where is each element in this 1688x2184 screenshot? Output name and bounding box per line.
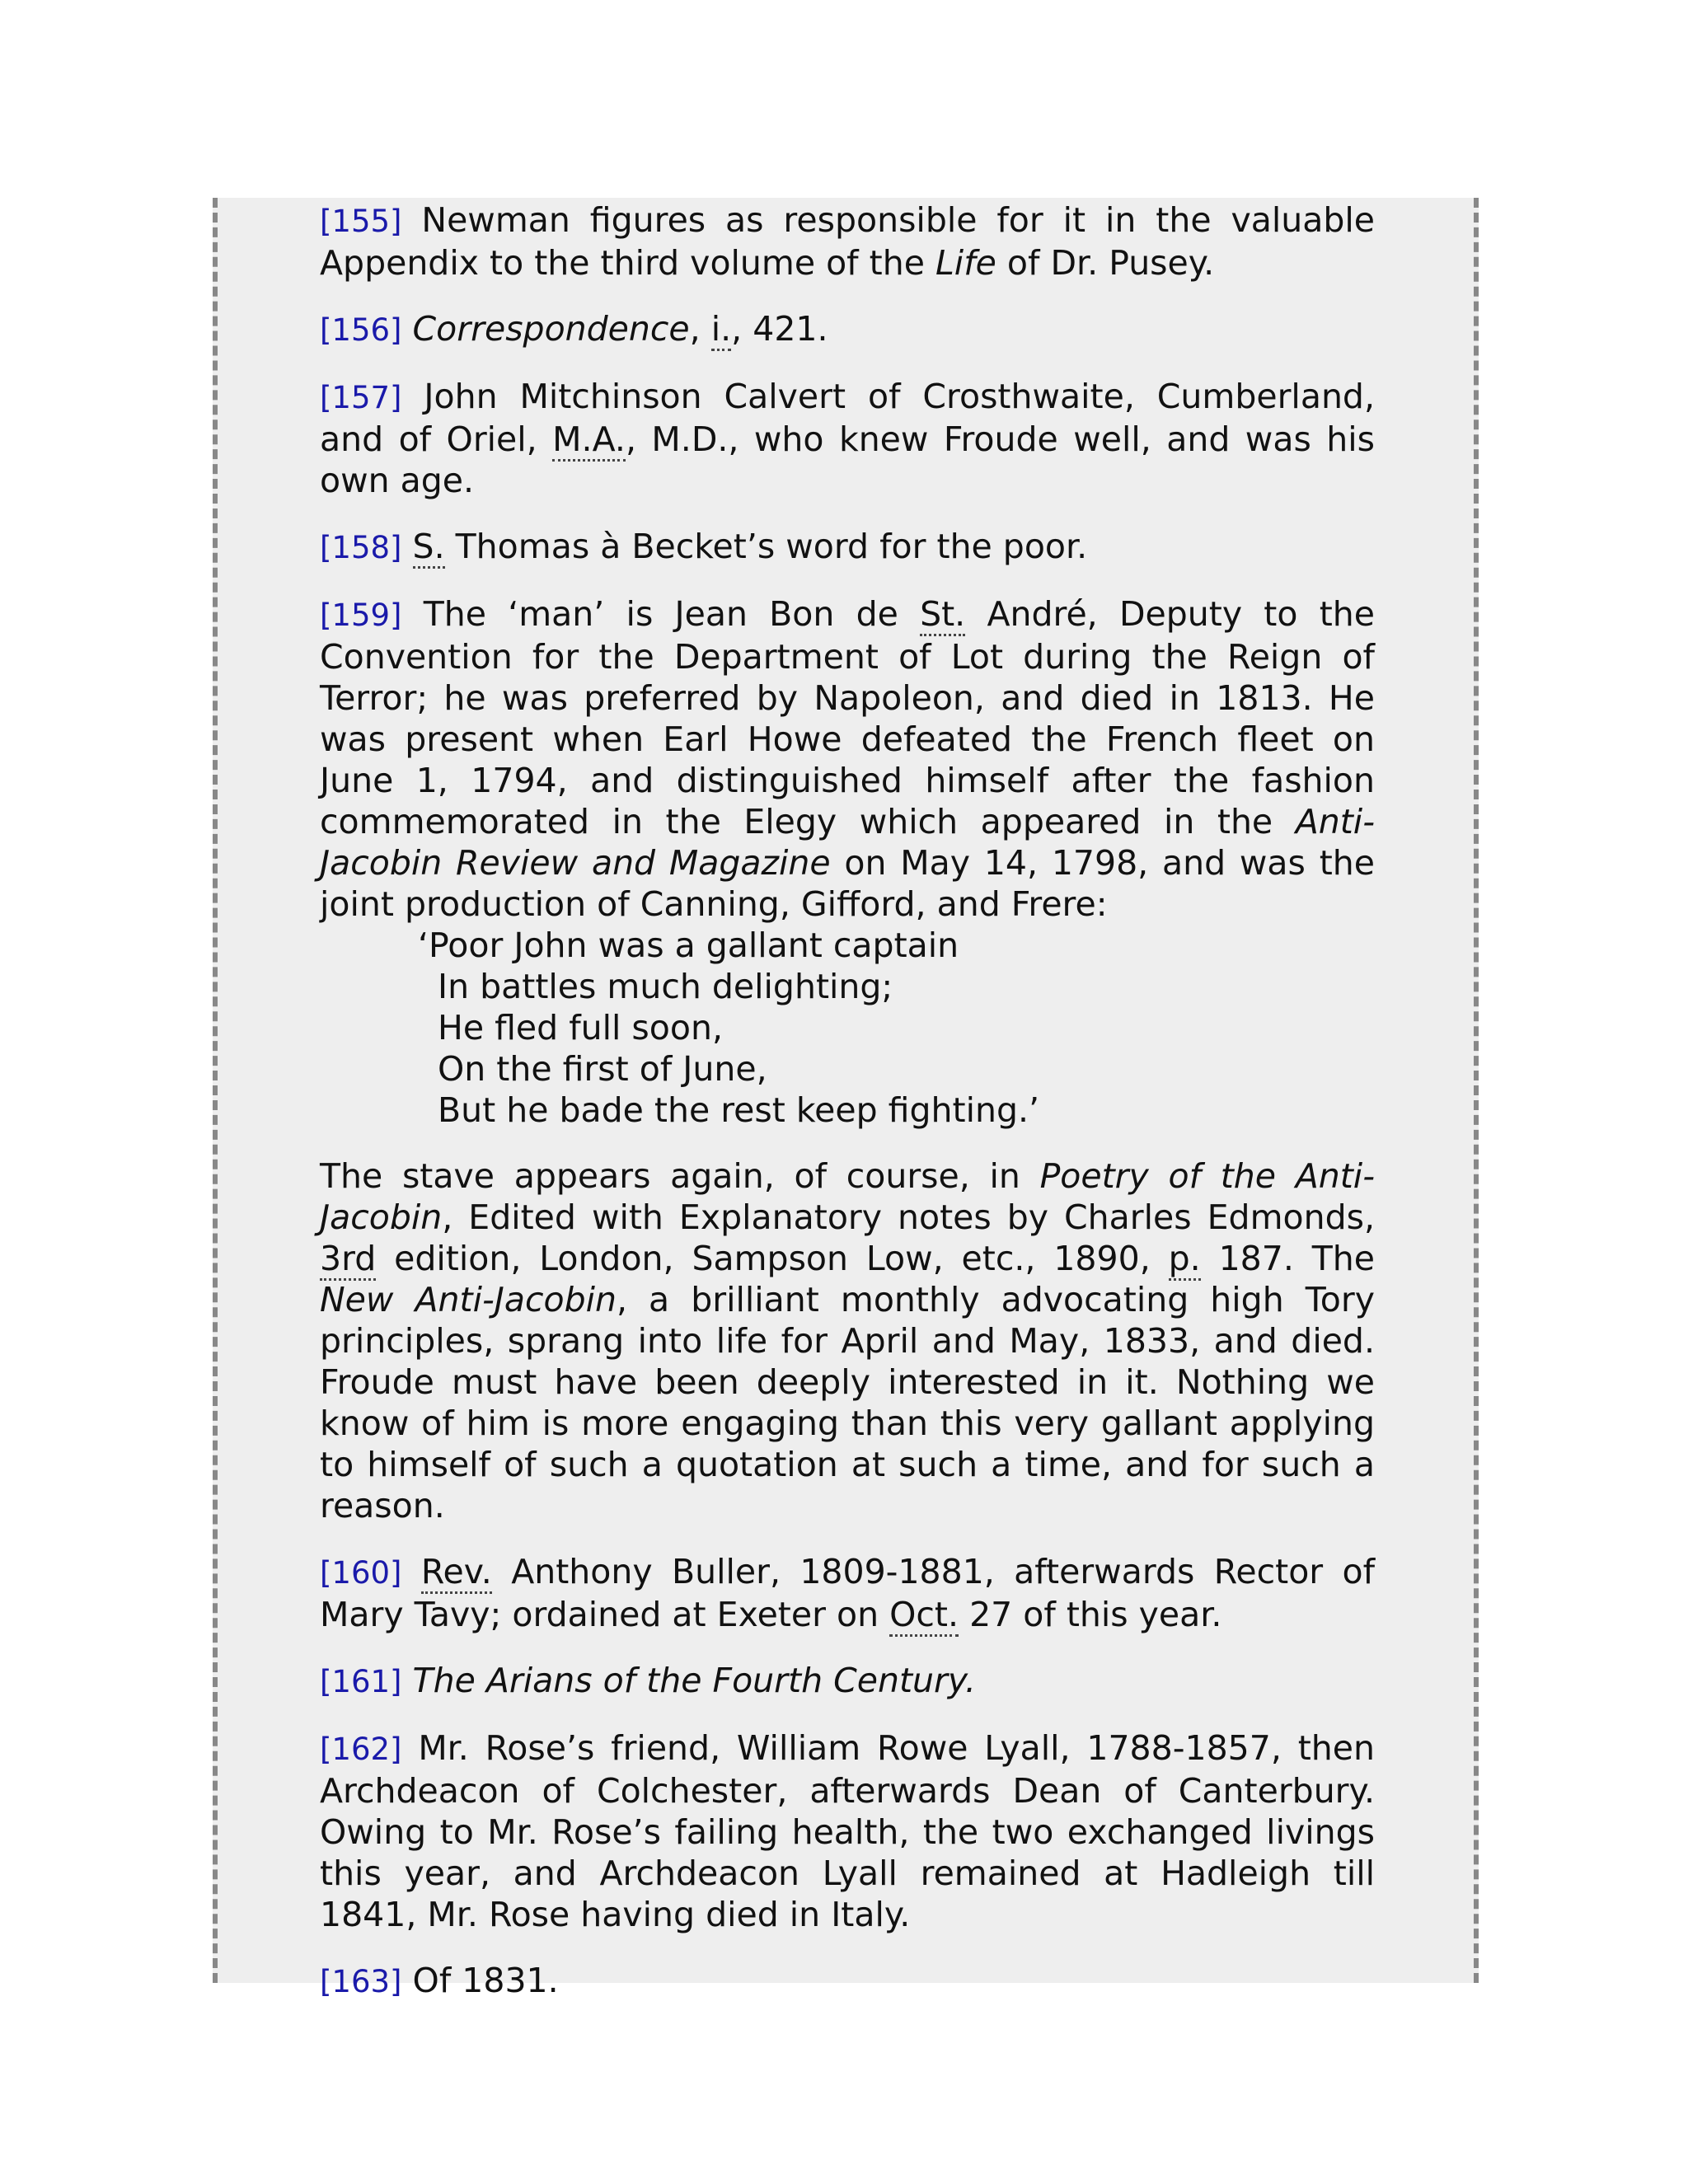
footnote-ref-link[interactable]: [156] (320, 312, 402, 348)
footnotes-list (320, 199, 1375, 925)
footnote-text: on May 14, 1798, and was the joint production of Canning, Gifford, and Frere: (320, 843, 1375, 924)
italic-title: Poetry of the Anti-Jacobin (320, 1156, 1375, 1237)
footnote-ref-link[interactable]: [161] (320, 1664, 402, 1699)
footnote-text: Thomas à Becket’s word for the poor. (444, 527, 1088, 566)
italic-title: Anti-Jacobin Review and Magazine (320, 802, 1375, 883)
abbreviation: 3rd (320, 1239, 376, 1281)
poem-line: He fled full soon, (438, 1008, 723, 1047)
footnote-text: 187. The (1200, 1239, 1376, 1278)
poem-quotation (320, 925, 1375, 1131)
footnote-text: , Edited with Explanatory notes by Charles Edmonds, (442, 1197, 1375, 1237)
footnote-159 (320, 593, 1375, 925)
footnote-text: John Mitchinson Calvert of Crosthwaite, Cumberland, and of Oriel, (320, 377, 1375, 459)
footnote-155 (320, 199, 1375, 284)
abbreviation: Rev. (421, 1552, 492, 1594)
abbreviation: p. (1169, 1239, 1201, 1281)
footnote-text: The ‘man’ is Jean Bon de (423, 594, 921, 634)
abbreviation: i. (711, 309, 731, 351)
poem-line: But he bade the rest keep fighting.’ (438, 1090, 1040, 1130)
footnote-ref-link[interactable]: [159] (320, 598, 402, 633)
footnote-text: , a brilliant monthly advocating high Tory principles, sprang into life for April and May, 1833, and died. Froude must have been deeply interested in it. Nothing we know of him is more engaging than this very gallant applying to himself of such a quotation at such a time, and for such a reason. (320, 1280, 1375, 1526)
italic-title: New Anti-Jacobin (320, 1280, 617, 1319)
italic-title: The Arians of the Fourth Century. (412, 1661, 976, 1700)
footnote-text: , 421. (731, 309, 828, 349)
poem-line: In battles much delighting; (438, 967, 893, 1006)
footnote-159-continuation (320, 1155, 1375, 1526)
abbreviation: S. (413, 527, 445, 569)
footnote-ref-link[interactable]: [162] (320, 1732, 402, 1767)
footnotes-content (320, 199, 1375, 2027)
footnote-158 (320, 526, 1375, 569)
abbreviation: M.A. (552, 419, 626, 462)
footnote-text: André, Deputy to the Convention for the Department of Lot during the Reign of Terror; he was preferred by Napoleon, and died in 1813. He was present when Earl Howe defeated the French fleet on June 1, 1794, and distinguished himself after the fashion commemorated in the Elegy which appeared in the (320, 594, 1375, 841)
footnote-160 (320, 1551, 1375, 1635)
footnote-text: edition, London, Sampson Low, etc., 1890, (376, 1239, 1169, 1278)
italic-title: Life (935, 243, 996, 283)
abbreviation: St. (920, 594, 965, 636)
footnote-ref-link[interactable]: [160] (320, 1555, 402, 1591)
footnote-text: Mr. Rose’s friend, William Rowe Lyall, 1788-1857, then Archdeacon of Colchester, afterwards Dean of Canterbury. Owing to Mr. Rose’s failing health, the two exchanged livings this year, and Archdeacon Lyall remained at Hadleigh till 1841, Mr. Rose having died in Italy. (320, 1728, 1375, 1934)
footnote-162 (320, 1727, 1375, 1935)
footnote-text: , M.D., who knew Froude well, and was his own age. (320, 419, 1375, 500)
footnotes-list-continued (320, 1551, 1375, 2003)
poem-line: ‘Poor John was a gallant captain (418, 926, 959, 965)
footnote-ref-link[interactable]: [163] (320, 1964, 402, 1999)
page-panel (213, 198, 1479, 2000)
footnote-157 (320, 376, 1375, 501)
footnote-text: of Dr. Pusey. (996, 243, 1215, 283)
footnote-text: The stave appears again, of course, in (320, 1156, 1040, 1196)
footnote-161 (320, 1660, 1375, 1703)
footnote-ref-link[interactable]: [158] (320, 530, 402, 565)
footnote-text: Newman figures as responsible for it in the valuable Appendix to the third volume of the (320, 200, 1375, 283)
footnote-ref-link[interactable]: [155] (320, 204, 402, 239)
footnote-ref-link[interactable]: [157] (320, 380, 402, 415)
italic-title: Correspondence (412, 309, 690, 349)
footnote-text: Anthony Buller, 1809-1881, afterwards Rector of Mary Tavy; ordained at Exeter on (320, 1552, 1375, 1634)
poem-line: On the first of June, (438, 1049, 767, 1089)
footnote-156 (320, 308, 1375, 351)
footnote-text: , (689, 309, 711, 349)
footnote-163 (320, 1960, 1375, 2003)
abbreviation: Oct. (889, 1595, 959, 1637)
footnote-text: 27 of this year. (959, 1595, 1222, 1634)
footnote-text: Of 1831. (412, 1961, 559, 2000)
